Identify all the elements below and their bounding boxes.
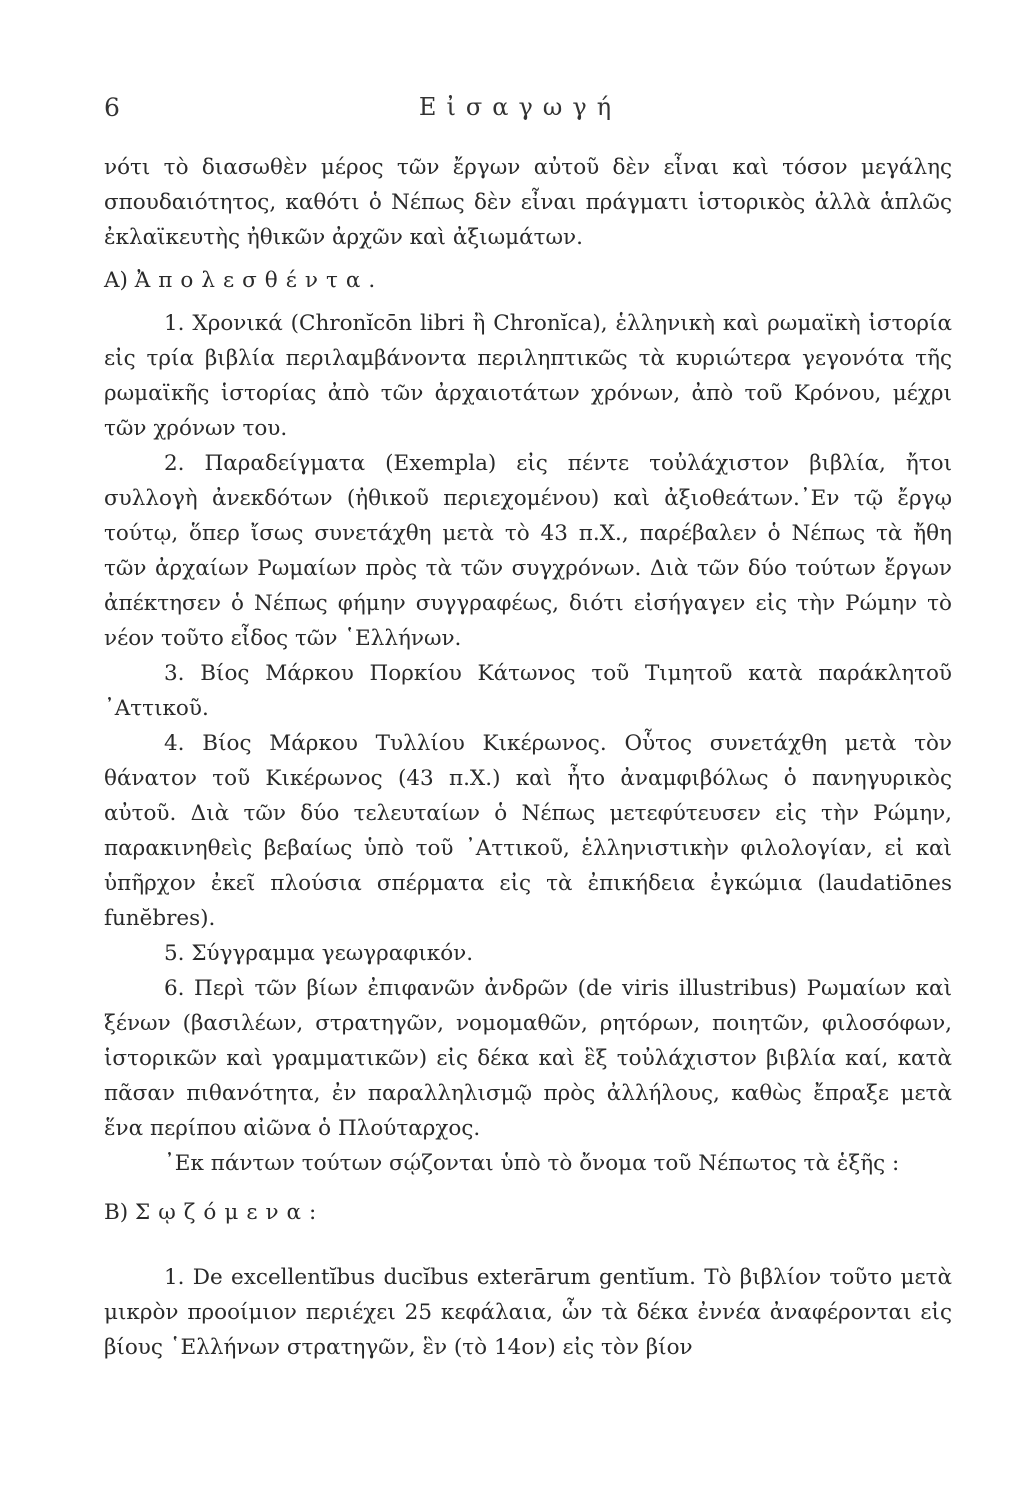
list-item-lost-5: 5. Σύγγραμμα γεωγραφικόν. [164,941,474,966]
list-item-lost-6: 6. Περὶ τῶν βίων ἐπιφανῶν ἀνδρῶν (de viris illustribus) Ρωμαίων καὶ ξένων (βασιλέων, στρατηγῶν, νομομαθῶν, ρητόρων, ποιητῶν, φιλοσόφων, ἱστορικῶν καὶ γραμματικῶν) εἰς δέκα καὶ ἓξ τοὐλάχιστον βιβλία καί, κατὰ πᾶσαν πιθανότητα, ἐν παραλληλισμῷ πρὸς ἀλλήλους, καθὼς ἔπραξε μετὰ ἕνα περίπου αἰῶνα ὁ Πλούταρχος. [104,976,952,1141]
section-a-label: A) [104,268,135,293]
section-a-title: Ἀπολεσθέντα. [134,268,384,293]
running-title: Εἰσαγωγή [418,93,622,121]
section-heading-a [104,263,952,298]
list-item-lost-2: 2. Παραδείγματα (Exempla) εἰς πέντε τοὐλάχιστον βιβλία, ἤτοι συλλογὴ ἀνεκδότων (ἠθικοῦ περιεχομένου) καὶ ἀξιοθεάτων.᾿Εν τῷ ἔργῳ τούτῳ, ὅπερ ἴσως συνετάχθη μετὰ τὸ 43 π.Χ., παρέβαλεν ὁ Νέπως τὰ ἤθη τῶν ἀρχαίων Ρωμαίων πρὸς τὰ τῶν συγχρόνων. Διὰ τῶν δύο τούτων ἔργων ἀπέκτησεν ὁ Νέπως φήμην συγγραφέως, διότι εἰσήγαγεν εἰς τὴν Ρώμην τὸ νέον τοῦτο εἶδος τῶν ῾Ελλήνων. [104,451,952,651]
list-item-surviving-1: 1. De excellentĭbus ducĭbus exterārum gentĭum. Τὸ βιβλίον τοῦτο μετὰ μικρὸν προοίμιον περιέχει 25 κεφάλαια, ὧν τὰ δέκα ἐννέα ἀναφέρονται εἰς βίους ῾Ελλήνων στρατηγῶν, ἓν (τὸ 14ον) εἰς τὸν βίον [104,1265,952,1360]
list-item-lost-3: 3. Βίος Μάρκου Πορκίου Κάτωνος τοῦ Τιμητοῦ κατὰ παράκλητοῦ ᾿Αττικοῦ. [104,661,952,721]
page-number: 6 [104,93,120,122]
section-heading-b [104,1195,952,1230]
section-b-title: Σῳζόμενα: [135,1200,325,1225]
list-item-lost-4: 4. Βίος Μάρκου Τυλλίου Κικέρωνος. Οὗτος συνετάχθη μετὰ τὸν θάνατον τοῦ Κικέρωνος (43 π.Χ.) καὶ ἦτο ἀναμφιβόλως ὁ πανηγυρικὸς αὐτοῦ. Διὰ τῶν δύο τελευταίων ὁ Νέπως μετεφύτευσεν εἰς τὴν Ρώμην, παρακινηθεὶς βεβαίως ὑπὸ τοῦ ᾿Αττικοῦ, ἑλληνιστικὴν φιλολογίαν, εἰ καὶ ὑπῆρχον ἐκεῖ πλούσια σπέρματα εἰς τὰ ἐπικήδεια ἐγκώμια (laudatiōnes funĕbres). [104,731,952,931]
survived-intro: ᾿Εκ πάντων τούτων σῴζονται ὑπὸ τὸ ὄνομα τοῦ Νέπωτος τὰ ἑξῆς : [164,1151,900,1176]
section-b-label: B) [104,1200,136,1225]
body-text [104,150,952,1365]
list-item-lost-1: 1. Χρονικά (Chronĭcōn libri ἢ Chronĭca), ἑλληνικὴ καὶ ρωμαϊκὴ ἱστορία εἰς τρία βιβλία περιλαμβάνοντα περιληπτικῶς τὰ κυριώτερα γεγονότα τῆς ρωμαϊκῆς ἱστορίας ἀπὸ τῶν ἀρχαιοτάτων χρόνων, ἀπὸ τοῦ Κρόνου, μέχρι τῶν χρόνων του. [104,311,952,441]
paragraph-continuation: νότι τὸ διασωθὲν μέρος τῶν ἔργων αὐτοῦ δὲν εἶναι καὶ τόσον μεγάλης σπουδαιότητος, καθότι ὁ Νέπως δὲν εἶναι πράγματι ἱστορικὸς ἀλλὰ ἁπλῶς ἐκλαϊκευτὴς ἠθικῶν ἀρχῶν καὶ ἀξιωμάτων. [104,155,952,250]
